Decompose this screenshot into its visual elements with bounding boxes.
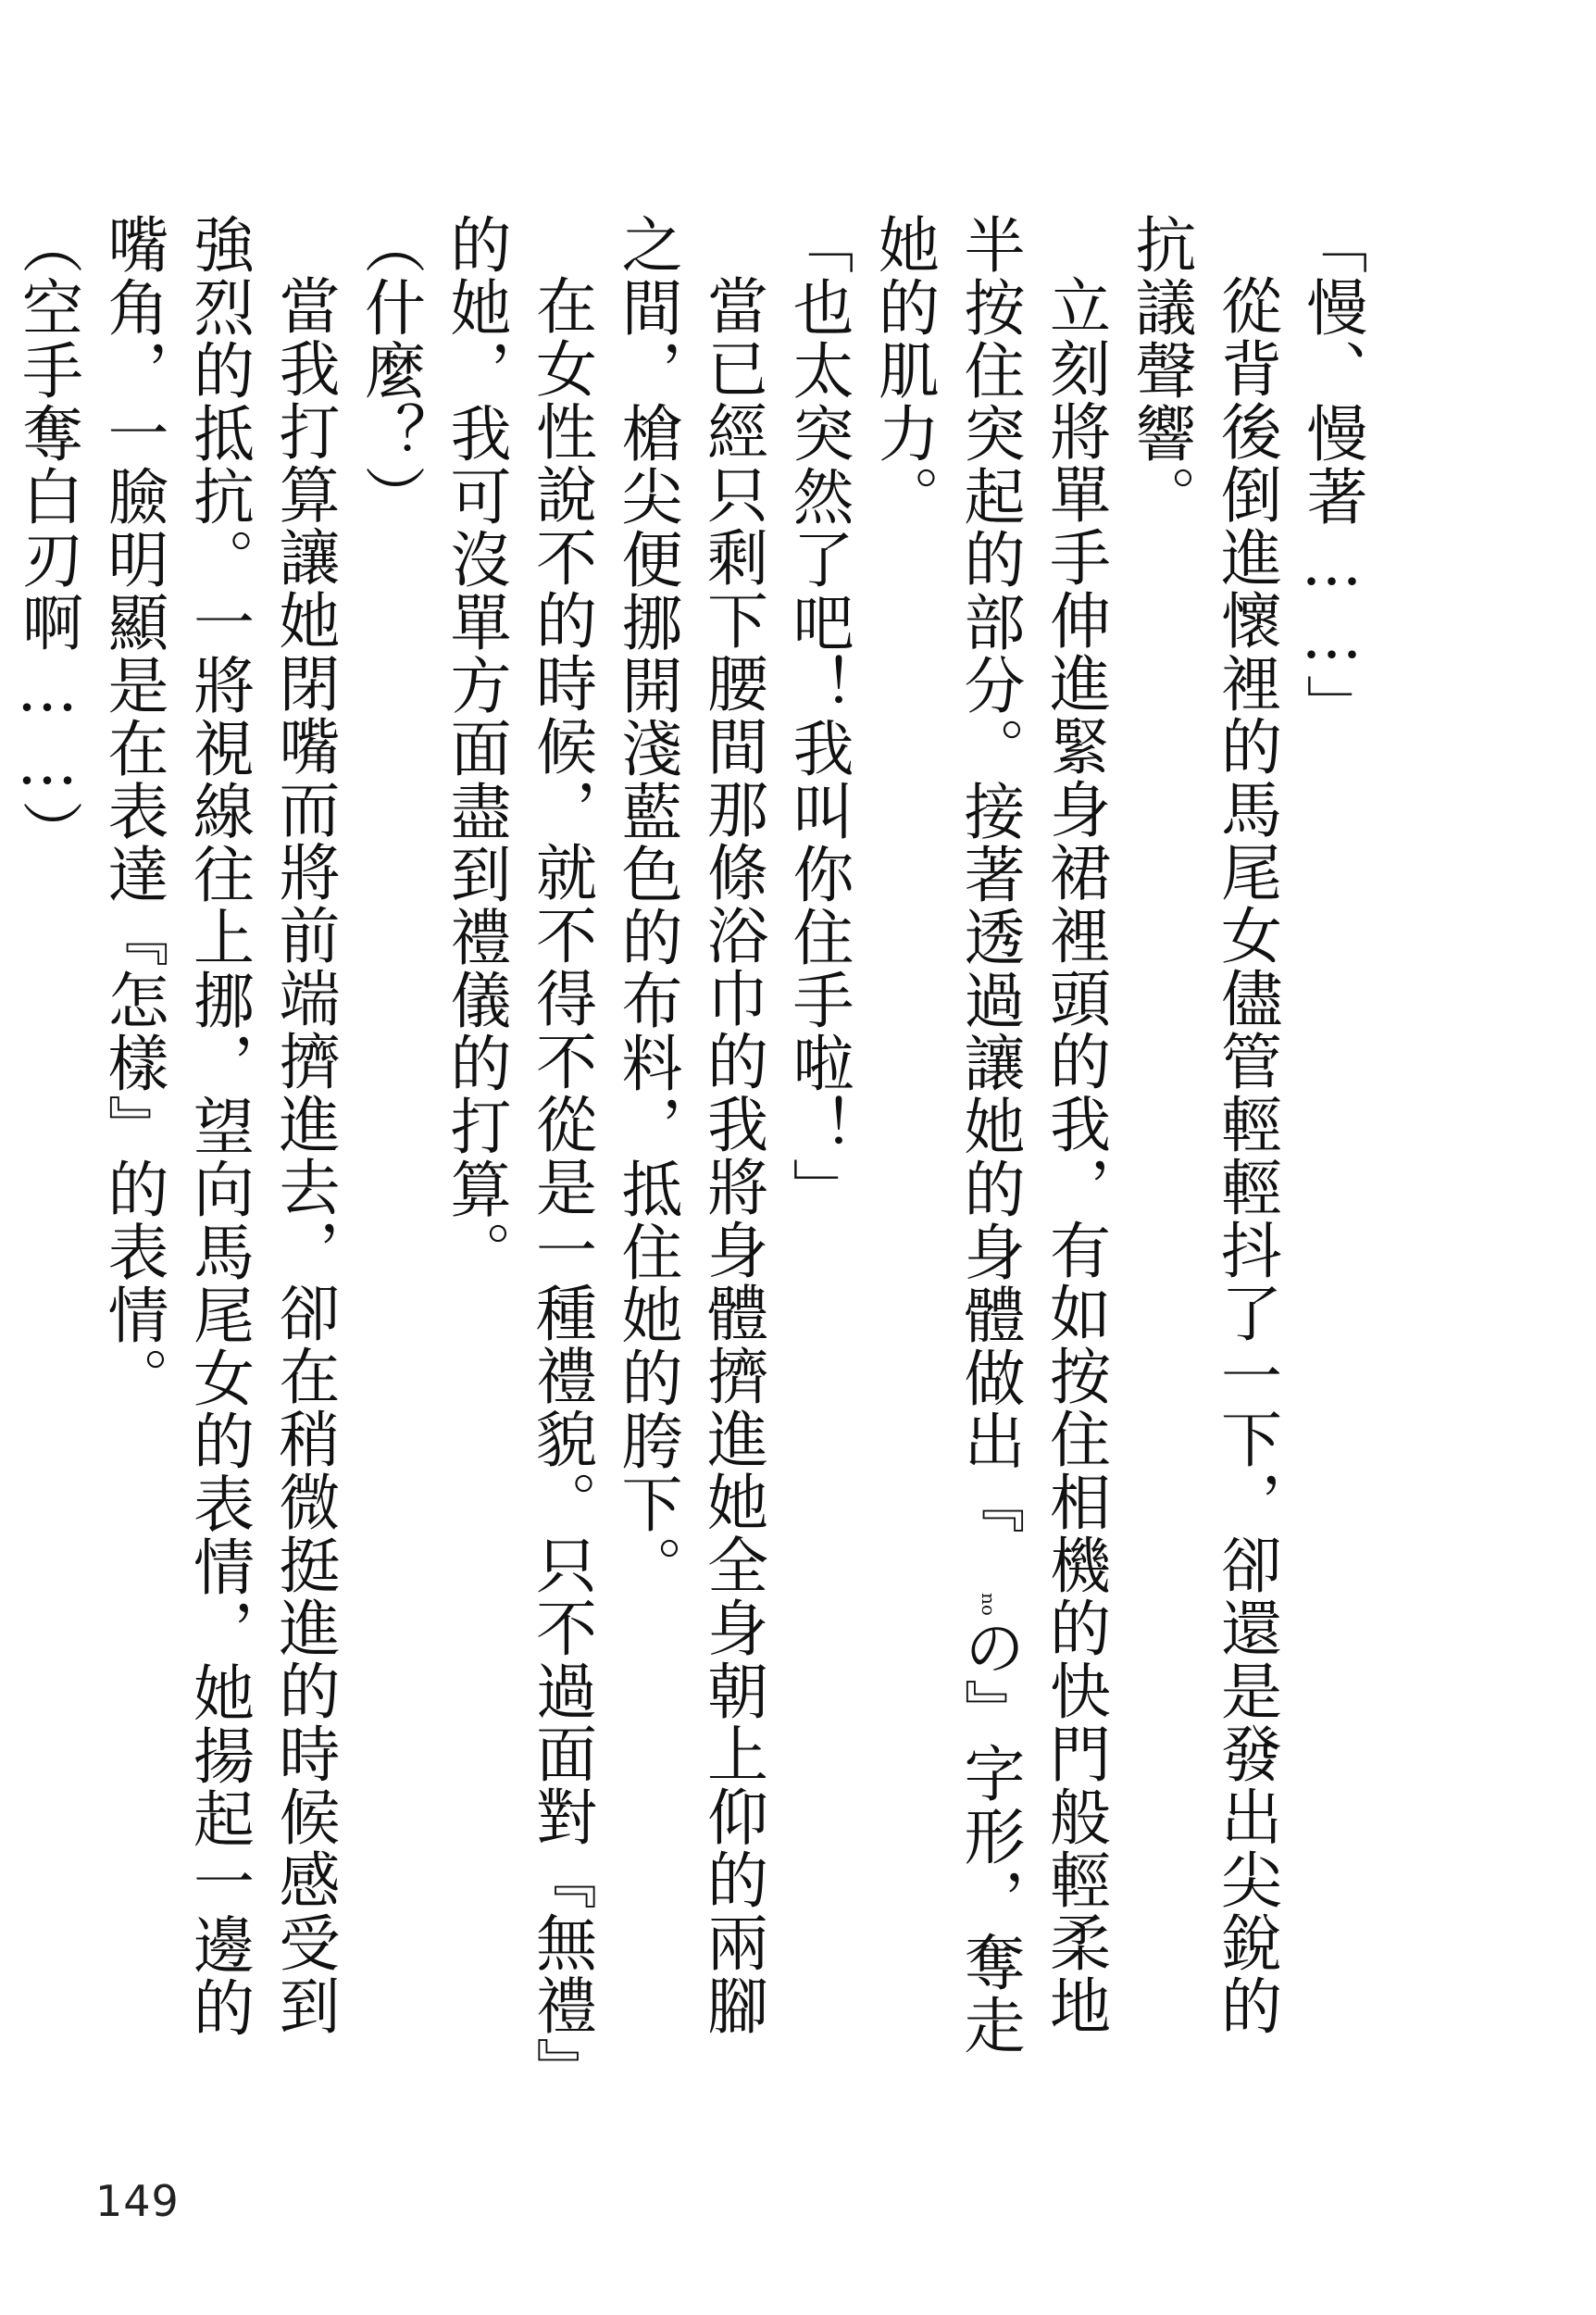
- paragraph-6: 在女性說不的時候，就不得不從是一種禮貌。只不過面對『無禮』的她，我可沒單方面盡到禮儀的打算。: [440, 213, 597, 2070]
- paragraph-3: [860, 213, 1117, 2093]
- paragraph-5: 當已經只剩下腰間那條浴巾的我將身體擠進她全身朝上仰的兩腳之間，槍尖便挪開淺藍色的布料，抵住她的胯下。: [611, 213, 768, 2037]
- paragraph-2: 從背後倒進懷裡的馬尾女儘管輕輕抖了一下，卻還是發出尖銳的抗議聲響。: [1125, 213, 1282, 2037]
- paragraph-8: 當我打算讓她閉嘴而將前端擠進去，卻在稍微挺進的時候感受到強烈的抵抗。一將視線往上挪，望向馬尾女的表情，她揚起一邊的嘴角，一臉明顯是在表達『怎樣』的表情。: [97, 213, 340, 2039]
- vertical-text-body: [11, 213, 1374, 2093]
- paragraph-10: [0, 213, 4, 2093]
- paragraph-9: （空手奪白刃啊……）: [11, 213, 83, 863]
- page-number: 149: [95, 2176, 180, 2226]
- paragraph-3-text: 立刻將單手伸進緊身裙裡頭的我，有如按住相機的快門般輕柔地半按住突起的部分。接著透過讓她的身體做出『noの』字形，奪走她的肌力。: [867, 213, 1111, 2057]
- paragraph-1: 「慢、慢著……」: [1296, 213, 1367, 737]
- ruby-base: noの: [954, 1535, 1025, 1679]
- ruby-annotation: no: [978, 1593, 1000, 1616]
- paragraph-4: 「也太突然了吧！我叫你住手啦！」: [782, 213, 854, 1220]
- paragraph-7: （什麼？）: [354, 213, 426, 528]
